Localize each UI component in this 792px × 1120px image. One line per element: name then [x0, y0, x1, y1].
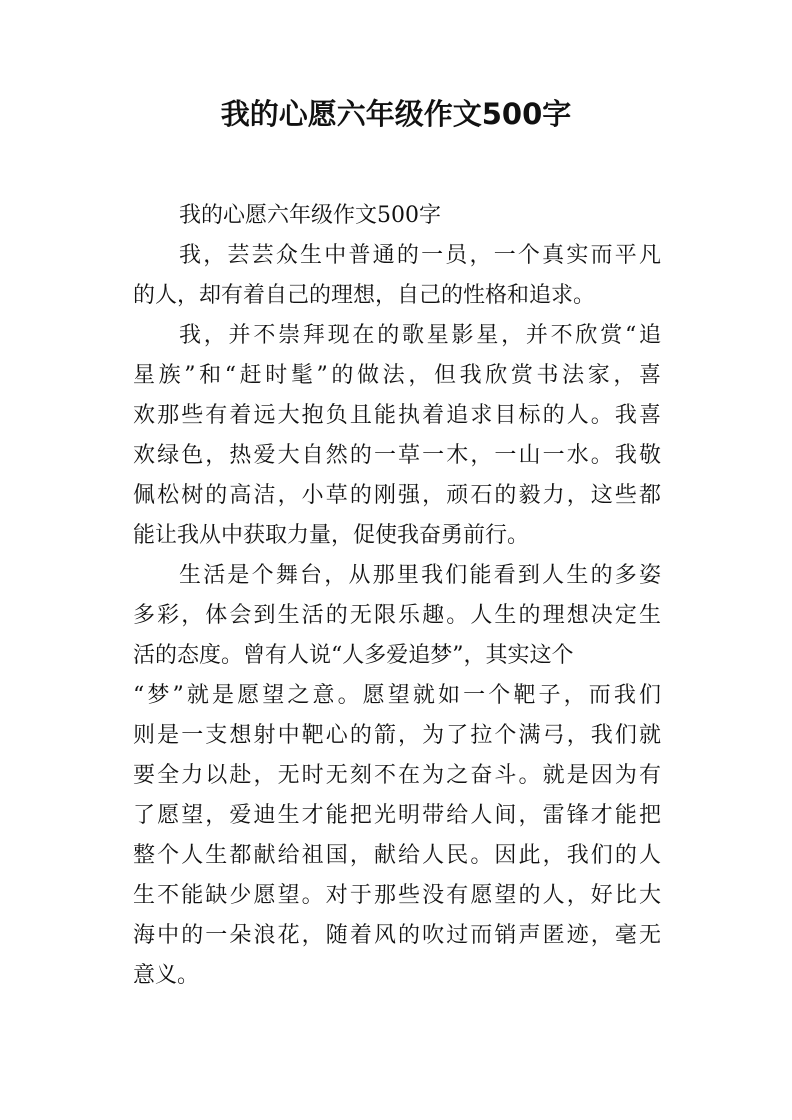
paragraph-line: 意义。 [133, 963, 200, 988]
paragraph-line: 生活是个舞台，从那里我们能看到人生的多姿 [179, 563, 661, 588]
paragraph-line: 活的态度。曾有人说“人多爱追梦”，其实这个 [133, 643, 574, 668]
paragraph-heading-line: 我的心愿六年级作文500字 [179, 203, 441, 228]
paragraph-line: 了愿望，爱迪生才能把光明带给人间，雷锋才能把 [133, 803, 661, 828]
paragraph-line: 则是一支想射中靶心的箭，为了拉个满弓，我们就 [133, 723, 661, 748]
paragraph-line: 生不能缺少愿望。对于那些没有愿望的人，好比大 [133, 883, 661, 908]
paragraph-line: 海中的一朵浪花，随着风的吹过而销声匿迹，毫无 [133, 923, 661, 948]
paragraph-line: 整个人生都献给祖国，献给人民。因此，我们的人 [133, 843, 661, 868]
paragraph-line: 佩松树的高洁，小草的刚强，顽石的毅力，这些都 [133, 483, 661, 508]
paragraph-line: 要全力以赴，无时无刻不在为之奋斗。就是因为有 [133, 763, 661, 788]
document-body [133, 196, 661, 996]
paragraph-line: 我，芸芸众生中普通的一员，一个真实而平凡 [179, 243, 661, 268]
paragraph-line: 星族”和“赶时髦”的做法，但我欣赏书法家，喜 [133, 363, 661, 388]
paragraph-line: 能让我从中获取力量，促使我奋勇前行。 [133, 523, 530, 548]
paragraph-line: 的人，却有着自己的理想，自己的性格和追求。 [133, 283, 596, 308]
document-title: 我的心愿六年级作文500字 [220, 97, 572, 131]
paragraph-line: 欢那些有着远大抱负且能执着追求目标的人。我喜 [133, 403, 661, 428]
paragraph-line: 欢绿色，热爱大自然的一草一木，一山一水。我敬 [133, 443, 661, 468]
paragraph-line: “梦”就是愿望之意。愿望就如一个靶子，而我们 [133, 683, 661, 708]
paragraph-line: 我，并不崇拜现在的歌星影星，并不欣赏“追 [179, 323, 661, 348]
paragraph-line: 多彩，体会到生活的无限乐趣。人生的理想决定生 [133, 603, 661, 628]
